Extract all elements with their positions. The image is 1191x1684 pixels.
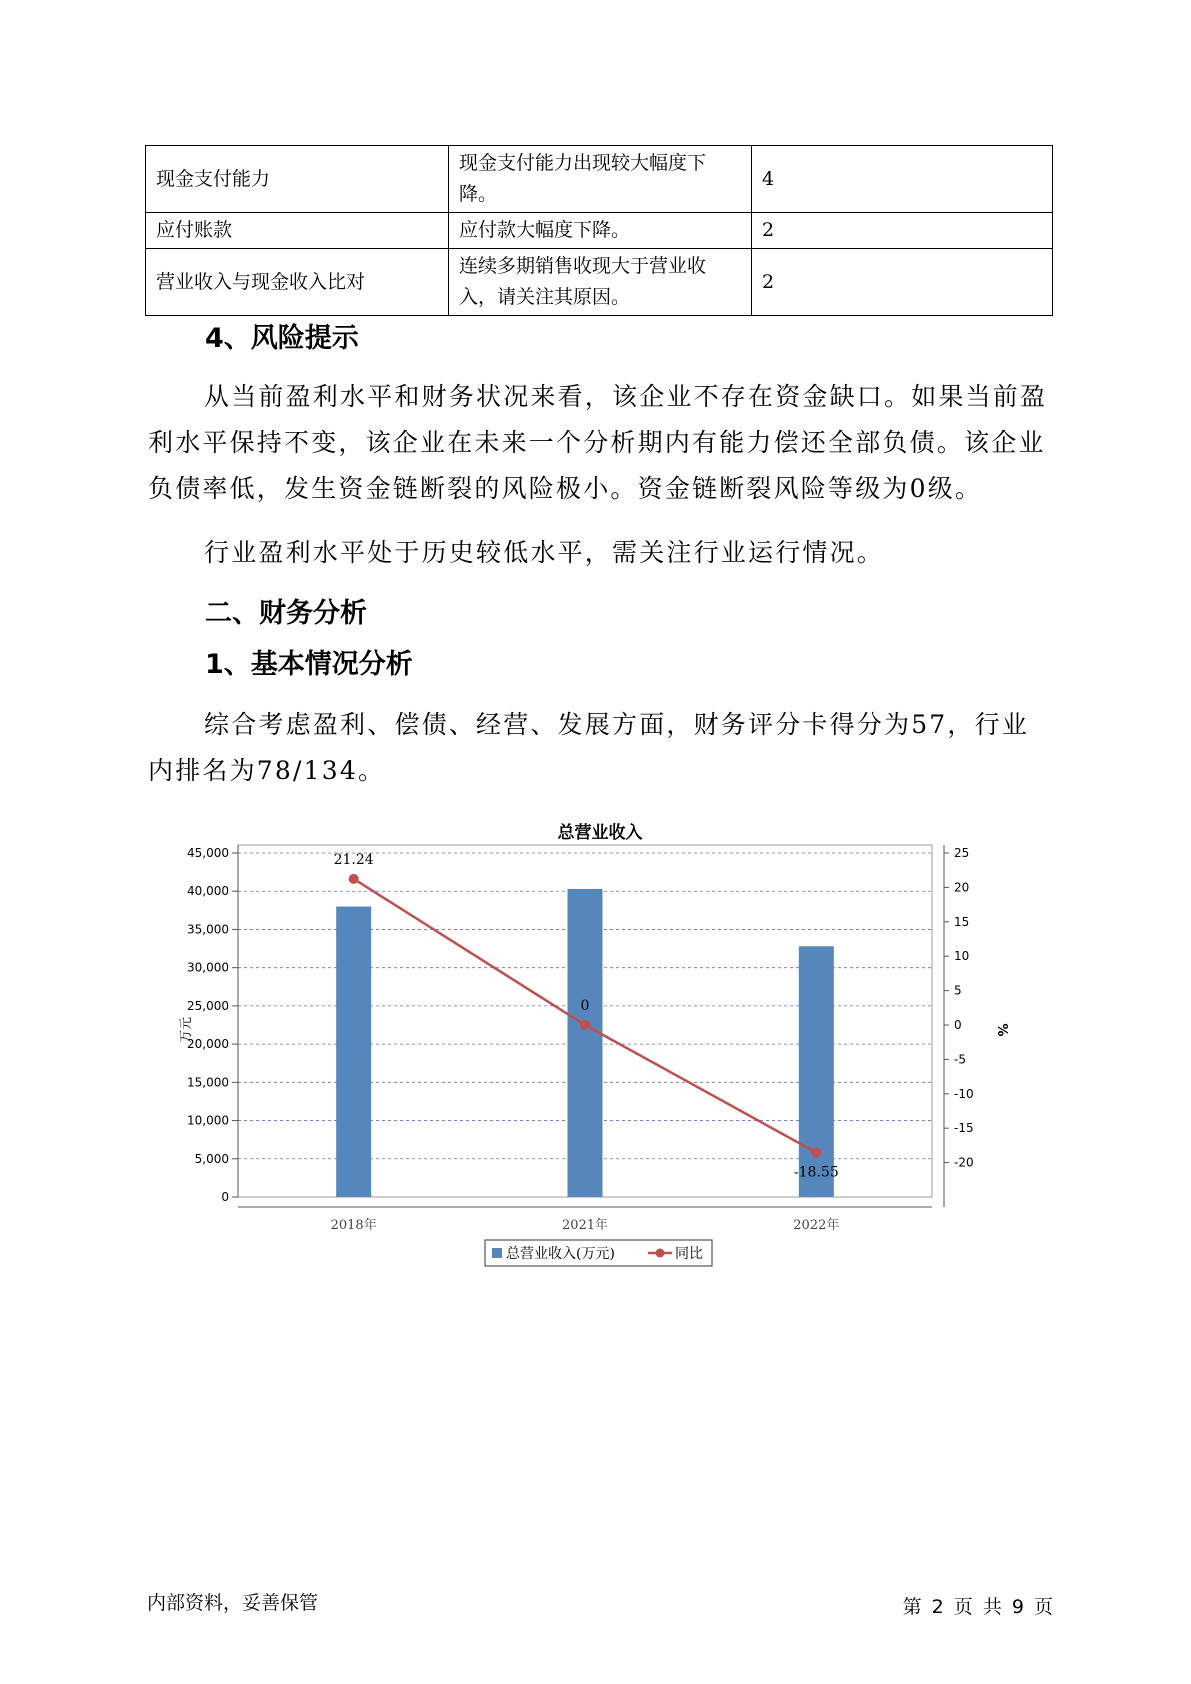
y-tick-label: 10,000 <box>187 1113 229 1128</box>
level-cell: 2 <box>752 249 1053 316</box>
y-tick-label: 35,000 <box>187 922 229 937</box>
basic-analysis-heading: 1、基本情况分析 <box>205 649 413 680</box>
table-row <box>146 213 1053 249</box>
y2-tick-label: -20 <box>954 1155 974 1170</box>
table-body <box>146 146 1053 316</box>
description-cell: 现金支付能力出现较大幅度下降。 <box>449 146 752 213</box>
y-tick-label: 15,000 <box>187 1075 229 1090</box>
y2-axis-label: % <box>994 1023 1009 1037</box>
footer-page-number: 第 2 页 共 9 页 <box>902 1596 1053 1618</box>
industry-paragraph: 行业盈利水平处于历史较低水平，需关注行业运行情况。 <box>204 538 885 567</box>
indicator-cell: 营业收入与现金收入比对 <box>146 249 449 316</box>
bar <box>568 889 603 1197</box>
y2-tick-label: -5 <box>954 1052 966 1067</box>
x-tick-label: 2018年 <box>330 1218 377 1233</box>
bar <box>336 907 371 1197</box>
indicator-cell: 现金支付能力 <box>146 146 449 213</box>
x-tick-label: 2022年 <box>793 1218 840 1233</box>
chart-title: 总营业收入 <box>557 823 643 843</box>
y-tick-label: 45,000 <box>187 846 229 860</box>
revenue-chart <box>150 815 1050 1275</box>
yoy-point <box>580 1020 590 1030</box>
yoy-point <box>811 1148 821 1158</box>
yoy-data-label: 0 <box>580 998 590 1014</box>
description-cell: 连续多期销售收现大于营业收入，请关注其原因。 <box>449 249 752 316</box>
y-axis-label: 万元 <box>179 1016 194 1044</box>
finance-heading: 二、财务分析 <box>205 598 367 629</box>
risk-heading: 4、风险提示 <box>205 323 359 354</box>
footer-confidential: 内部资料，妥善保管 <box>147 1592 319 1614</box>
y-tick-label: 20,000 <box>187 1037 229 1052</box>
yoy-data-label: 21.24 <box>333 851 374 868</box>
level-cell: 2 <box>752 213 1053 249</box>
level-cell: 4 <box>752 146 1053 213</box>
y2-tick-label: 25 <box>954 846 970 860</box>
y2-tick-label: -10 <box>954 1086 974 1101</box>
y2-tick-label: 0 <box>954 1018 962 1032</box>
y2-tick-label: 5 <box>954 983 962 998</box>
x-tick-label: 2021年 <box>561 1218 609 1233</box>
risk-paragraph: 从当前盈利水平和财务状况来看，该企业不存在资金缺口。如果当前盈利水平保持不变，该企业在未来一个分析期内有能力偿还全部负债。该企业负债率低，发生资金链断裂的风险极小。资金链断裂风险等级为0级。 <box>148 382 1048 503</box>
legend-line-dot <box>656 1249 665 1258</box>
legend-line-label: 同比 <box>675 1246 703 1262</box>
y-tick-label: 40,000 <box>187 884 229 899</box>
y2-tick-label: -15 <box>954 1121 974 1136</box>
y-tick-label: 0 <box>221 1190 229 1204</box>
y-tick-label: 30,000 <box>187 960 229 975</box>
yoy-point <box>349 874 359 884</box>
chart-legend <box>485 1240 712 1266</box>
bar <box>799 946 834 1197</box>
y2-tick-label: 10 <box>954 949 970 964</box>
indicator-cell: 应付账款 <box>146 213 449 249</box>
y2-tick-label: 15 <box>954 914 970 929</box>
yoy-data-label: -18.55 <box>793 1164 839 1181</box>
description-cell: 应付款大幅度下降。 <box>449 213 752 249</box>
y-tick-label: 5,000 <box>194 1151 229 1166</box>
table-row <box>146 146 1053 213</box>
legend-bar-swatch <box>492 1248 502 1258</box>
bar-layer <box>336 889 834 1197</box>
y-tick-label: 25,000 <box>187 998 229 1013</box>
revenue-chart-svg <box>150 815 1050 1275</box>
y2-tick-label: 20 <box>954 880 970 895</box>
risk-indicator-table <box>145 145 1053 316</box>
table-row <box>146 249 1053 316</box>
score-paragraph: 综合考虑盈利、偿债、经营、发展方面，财务评分卡得分为57，行业内排名为78/134。 <box>148 710 1030 785</box>
legend-bar-label: 总营业收入(万元) <box>506 1246 615 1262</box>
